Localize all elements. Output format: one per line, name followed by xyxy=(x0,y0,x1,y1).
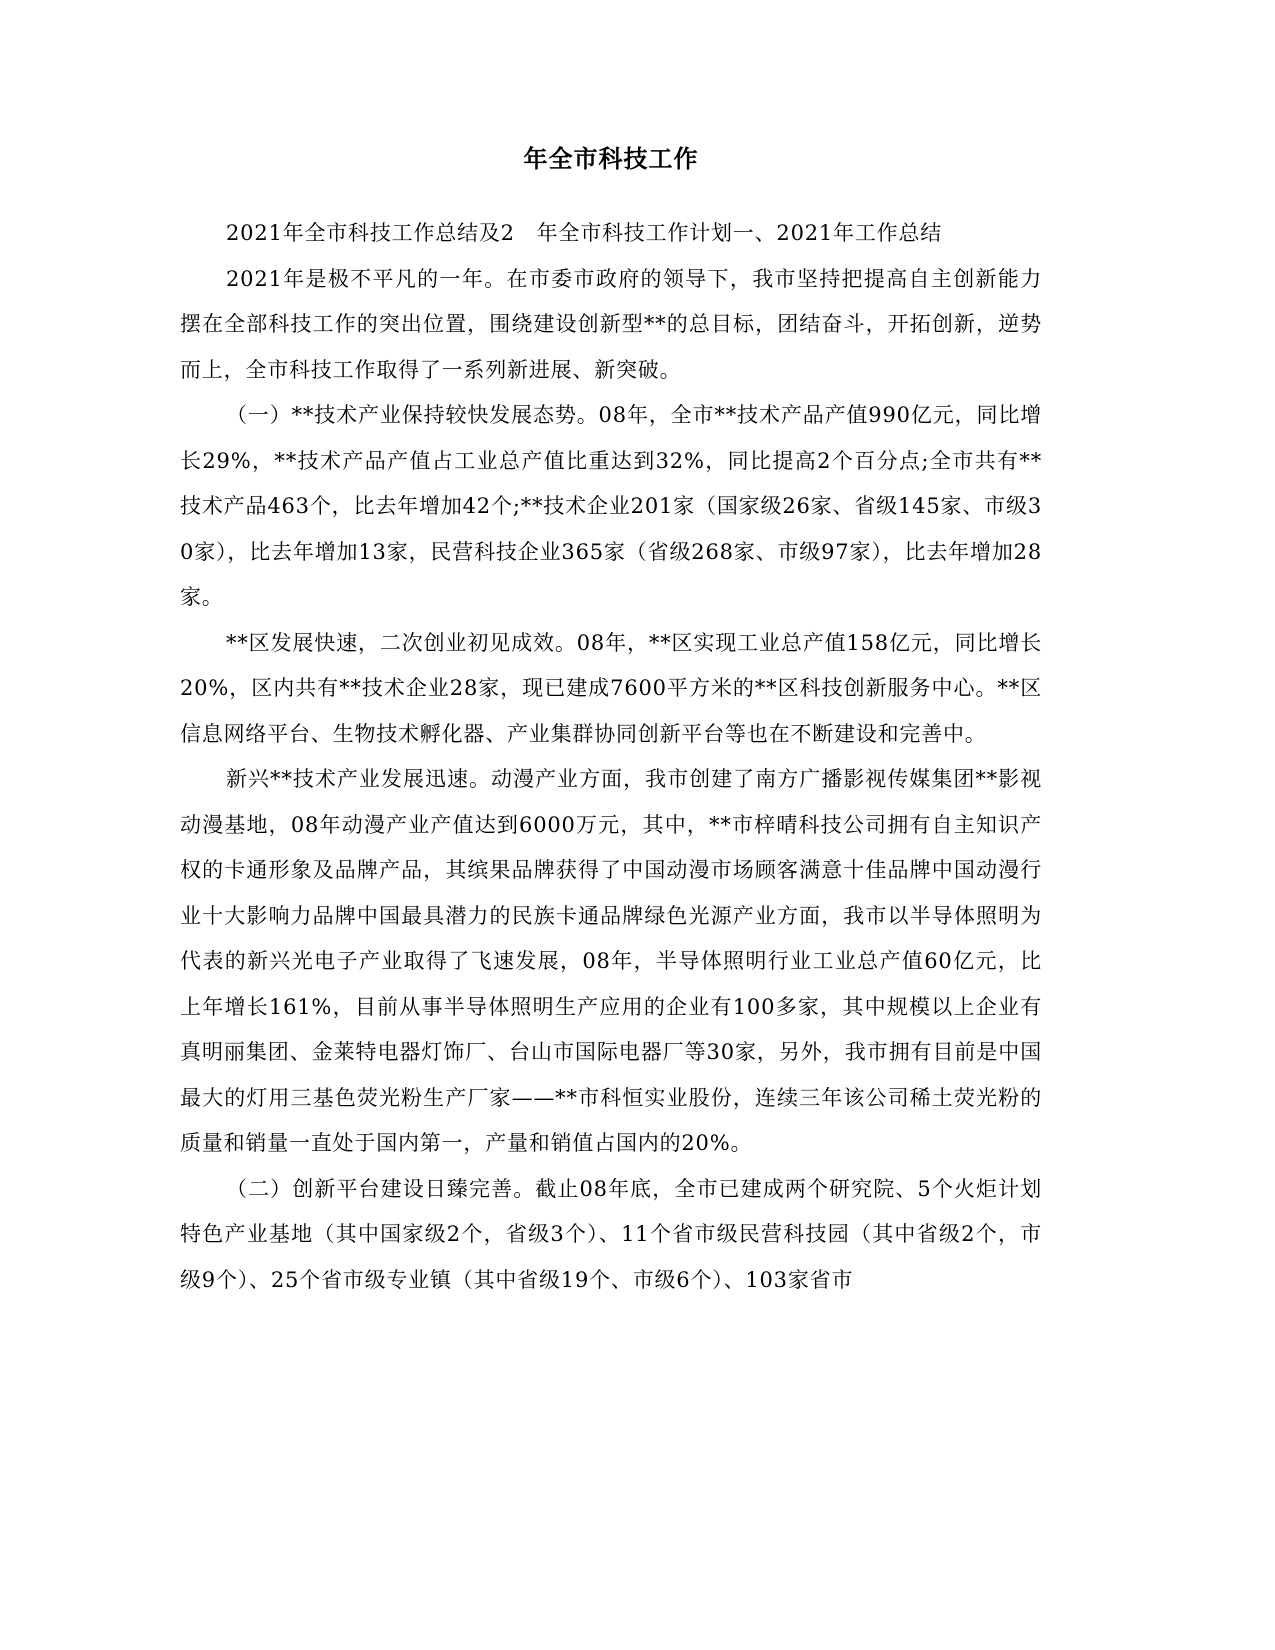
paragraph-2: 2021年是极不平凡的一年。在市委市政府的领导下，我市坚持把提高自主创新能力摆在全部科技工作的突出位置，围绕建设创新型**的总目标，团结奋斗，开拓创新，逆势而上，全市科技工作取得了一系列新进展、新突破。 xyxy=(180,266,1042,382)
paragraph-3: （一）**技术产业保持较快发展态势。08年，全市**技术产品产值990亿元，同比增长29%，**技术产品产值占工业总产值比重达到32%，同比提高2个百分点;全市共有**技术产品463个，比去年增加42个;**技术企业201家（国家级26家、省级145家、市级30家），比去年增加13家，民营科技企业365家（省级268家、市级97家），比去年增加28家。 xyxy=(180,403,1042,609)
paragraph-1: 2021年全市科技工作总结及2 年全市科技工作计划一、2021年工作总结 xyxy=(226,221,943,245)
paragraph-4: **区发展快速，二次创业初见成效。08年，**区实现工业总产值158亿元，同比增长20%，区内共有**技术企业28家，现已建成7600平方米的**区科技创新服务中心。**区信息网络平台、生物技术孵化器、产业集群协同创新平台等也在不断建设和完善中。 xyxy=(180,630,1042,746)
document-title: 年全市科技工作 xyxy=(523,144,699,173)
paragraph-6: （二）创新平台建设日臻完善。截止08年底，全市已建成两个研究院、5个火炬计划特色产业基地（其中国家级2个，省级3个）、11个省市级民营科技园（其中省级2个，市级9个）、25个省市级专业镇（其中省级19个、市级6个）、103家省市 xyxy=(180,1176,1042,1292)
paragraph-5: 新兴**技术产业发展迅速。动漫产业方面，我市创建了南方广播影视传媒集团**影视动漫基地，08年动漫产业产值达到6000万元，其中，**市梓晴科技公司拥有自主知识产权的卡通形象及品牌产品，其缤果品牌获得了中国动漫市场顾客满意十佳品牌中国动漫行业十大影响力品牌中国最具潜力的民族卡通品牌绿色光源产业方面，我市以半导体照明为代表的新兴光电子产业取得了飞速发展，08年，半导体照明行业工业总产值60亿元，比上年增长161%，目前从事半导体照明生产应用的企业有100多家，其中规模以上企业有真明丽集团、金莱特电器灯饰厂、台山市国际电器厂等30家，另外，我市拥有目前是中国最大的灯用三基色荧光粉生产厂家——**市科恒实业股份，连续三年该公司稀土荧光粉的质量和销量一直处于国内第一，产量和销值占国内的20%。 xyxy=(180,767,1042,1155)
document-page xyxy=(180,143,1042,1303)
